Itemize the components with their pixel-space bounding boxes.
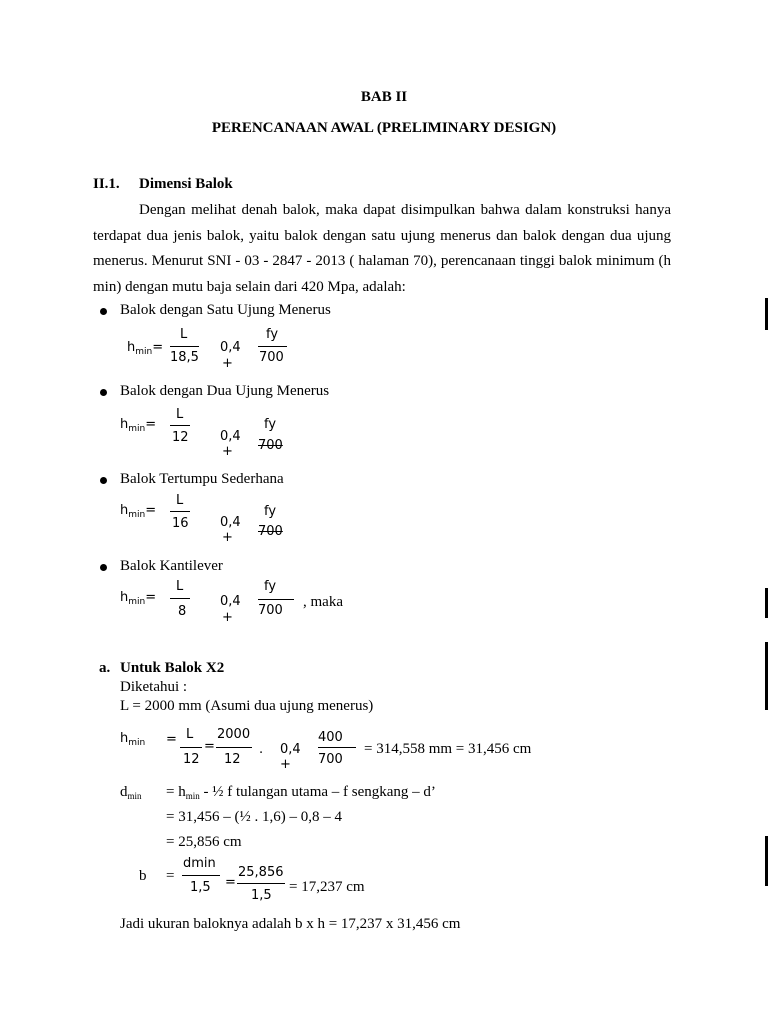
d-symbol: d bbox=[120, 784, 128, 800]
fraction-4-bar bbox=[170, 598, 190, 599]
fy-denominator-4: 700 bbox=[258, 603, 283, 618]
fraction-1-denominator: 18,5 bbox=[170, 350, 199, 365]
multiply-dot: . bbox=[259, 742, 264, 757]
calc-plus-sign: + bbox=[280, 757, 291, 772]
b-equals: = bbox=[166, 868, 175, 884]
equals-sign: = bbox=[145, 590, 157, 605]
h-symbol: h bbox=[120, 503, 129, 518]
coefficient-4: 0,4 bbox=[220, 594, 241, 609]
calc-hmin-result: = 314,558 mm = 31,456 cm bbox=[364, 741, 532, 757]
fraction-1-bar bbox=[170, 346, 199, 347]
calc-fraction-2-denominator: 12 bbox=[224, 752, 241, 767]
calc-fraction-2-bar bbox=[216, 747, 252, 748]
equals-sign: = bbox=[152, 340, 164, 355]
h-symbol: h bbox=[120, 590, 129, 605]
equals-sign: = bbox=[166, 732, 177, 747]
bullet-marker bbox=[100, 389, 107, 396]
min-subscript: min bbox=[128, 597, 146, 607]
h-symbol: h bbox=[120, 731, 129, 746]
equals-sign: = bbox=[145, 417, 157, 432]
chapter-heading: BAB II bbox=[360, 89, 408, 105]
fy-bar-4 bbox=[258, 599, 294, 600]
plus-sign-1: + bbox=[222, 356, 233, 371]
dmin-line-2: = 31,456 – (½ . 1,6) – 0,8 – 4 bbox=[166, 809, 342, 825]
min-subscript: min bbox=[128, 510, 146, 520]
fraction-1-numerator: L bbox=[180, 327, 188, 342]
bullet-label-4: Balok Kantilever bbox=[120, 558, 223, 574]
calc-fraction-3-numerator: 400 bbox=[318, 730, 343, 745]
maka-text: , maka bbox=[303, 594, 343, 610]
example-label: a. bbox=[99, 660, 111, 676]
h-symbol: h bbox=[127, 340, 136, 355]
dmin-line-1-rest: - ½ f tulangan utama – f sengkang – d’ bbox=[199, 784, 436, 800]
b-fraction-2-bar bbox=[237, 883, 285, 884]
hmin-label-4 bbox=[120, 591, 156, 607]
hmin-label-2 bbox=[120, 418, 156, 434]
b-fraction-2-numerator: 25,856 bbox=[238, 865, 284, 880]
intro-paragraph-text: Dengan melihat denah balok, maka dapat disimpulkan bahwa dalam konstruksi hanya terdapat dua jenis balok, yaitu balok dengan satu ujung menerus dan balok dengan dua ujung menerus. Menurut SNI - 03 - 2847 - 2013 ( halaman 70), perencanaan tinggi balok minimum (h min) dengan mutu baja selain dari 420 Mpa, adalah: bbox=[93, 202, 671, 296]
bullet-label-3: Balok Tertumpu Sederhana bbox=[120, 471, 284, 487]
b-fraction-2-denominator: 1,5 bbox=[251, 888, 272, 903]
b-equals-2: = bbox=[225, 875, 236, 890]
calc-fraction-3-denominator: 700 bbox=[318, 752, 343, 767]
fraction-3-bar bbox=[170, 511, 190, 512]
calc-fraction-1-denominator: 12 bbox=[183, 752, 200, 767]
calc-fraction-2-numerator: 2000 bbox=[217, 727, 251, 742]
bullet-marker bbox=[100, 477, 107, 484]
bullet-marker bbox=[100, 308, 107, 315]
dmin-line-1 bbox=[166, 785, 436, 801]
bullet-label-2: Balok dengan Dua Ujung Menerus bbox=[120, 383, 330, 399]
calc-coefficient: 0,4 bbox=[280, 742, 301, 757]
b-fraction-1-denominator: 1,5 bbox=[190, 880, 211, 895]
fy-numerator-3: fy bbox=[264, 504, 277, 519]
section-title: Dimensi Balok bbox=[139, 176, 233, 192]
conclusion-text: Jadi ukuran baloknya adalah b x h = 17,237 x 31,456 cm bbox=[120, 916, 461, 932]
min-subscript: min bbox=[135, 347, 153, 357]
plus-sign-4: + bbox=[222, 610, 233, 625]
b-label: b bbox=[139, 868, 147, 884]
fraction-3-denominator: 16 bbox=[172, 516, 189, 531]
b-result: = 17,237 cm bbox=[289, 879, 365, 895]
intro-paragraph bbox=[93, 198, 671, 301]
min-subscript: min bbox=[185, 791, 200, 801]
hmin-label-1 bbox=[127, 341, 163, 357]
calc-fraction-1-bar bbox=[180, 747, 202, 748]
bullet-marker bbox=[100, 564, 107, 571]
dmin-label bbox=[120, 785, 142, 801]
bullet-label-1: Balok dengan Satu Ujung Menerus bbox=[120, 302, 331, 318]
plus-sign-2: + bbox=[222, 444, 233, 459]
coefficient-2: 0,4 bbox=[220, 429, 241, 444]
equals-sign: = bbox=[145, 503, 157, 518]
coefficient-1: 0,4 bbox=[220, 340, 241, 355]
h-symbol: h bbox=[120, 417, 129, 432]
fy-numerator-4: fy bbox=[264, 579, 277, 594]
b-fraction-1-numerator: dmin bbox=[183, 856, 216, 871]
dmin-line-3: = 25,856 cm bbox=[166, 834, 242, 850]
fy-denominator-1: 700 bbox=[259, 350, 284, 365]
plus-sign-3: + bbox=[222, 530, 233, 545]
fraction-4-numerator: L bbox=[176, 579, 184, 594]
fraction-3-numerator: L bbox=[176, 493, 184, 508]
section-number: II.1. bbox=[93, 176, 120, 192]
coefficient-3: 0,4 bbox=[220, 515, 241, 530]
calc-fraction-1-numerator: L bbox=[186, 727, 194, 742]
min-subscript: min bbox=[127, 791, 142, 801]
hmin-label-calc bbox=[120, 732, 145, 748]
hmin-label-3 bbox=[120, 504, 156, 520]
fy-denominator-3: 700 bbox=[258, 524, 283, 539]
dmin-line-1-start: = h bbox=[166, 784, 186, 800]
fy-bar-1 bbox=[258, 346, 287, 347]
fy-denominator-2: 700 bbox=[258, 438, 283, 453]
min-subscript: min bbox=[128, 424, 146, 434]
chapter-title: PERENCANAAN AWAL (PRELIMINARY DESIGN) bbox=[211, 120, 557, 136]
example-title: Untuk Balok X2 bbox=[120, 660, 225, 676]
min-subscript: min bbox=[128, 738, 146, 748]
span-length: L = 2000 mm (Asumi dua ujung menerus) bbox=[120, 698, 374, 714]
fraction-4-denominator: 8 bbox=[178, 604, 187, 619]
given-label: Diketahui : bbox=[120, 679, 188, 695]
fraction-2-numerator: L bbox=[176, 407, 184, 422]
b-fraction-1-bar bbox=[182, 875, 220, 876]
fraction-2-denominator: 12 bbox=[172, 430, 189, 445]
fraction-2-bar bbox=[170, 425, 190, 426]
fy-numerator-2: fy bbox=[264, 417, 277, 432]
fy-numerator-1: fy bbox=[266, 327, 279, 342]
calc-fraction-3-bar bbox=[318, 747, 356, 748]
equals-sign: = bbox=[204, 739, 215, 754]
